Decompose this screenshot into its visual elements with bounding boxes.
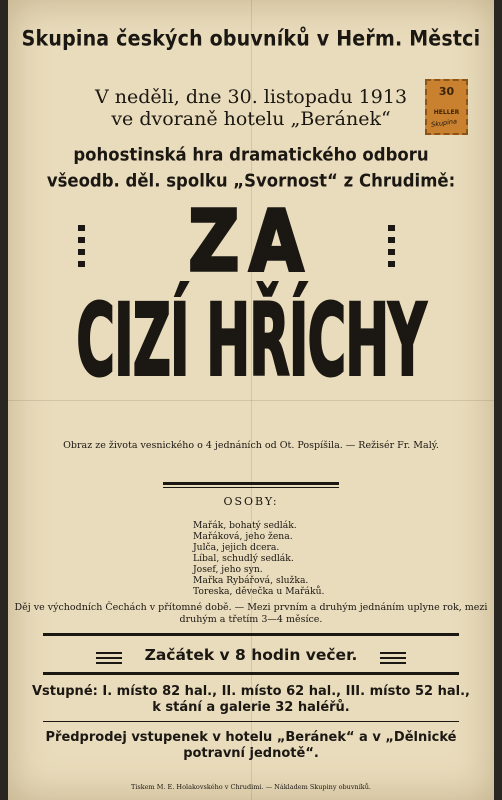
cast-item: Toreska, děvečka u Mařáků. <box>193 586 325 597</box>
start-ornament-right <box>380 652 406 667</box>
stamp-overprint: Skupina <box>430 117 458 129</box>
divider-rule <box>163 482 339 485</box>
poster-header: Skupina českých obuvníků v Heřm. Městci <box>21 26 481 52</box>
venue-line: ve dvoraně hotelu „Beránek“ <box>111 108 391 130</box>
cast-item: Mařka Rybářová, služka. <box>193 575 309 586</box>
setting-line2: druhým a třetím 3—4 měsíce. <box>179 614 323 625</box>
poster-sheet <box>8 0 494 800</box>
cast-list <box>193 520 324 597</box>
play-title-line1: ZA <box>188 191 314 291</box>
presale-line1: Předprodej vstupenek v hotelu „Beránek“ a v „Dělnické <box>45 730 457 745</box>
printer-imprint: Tiskem M. E. Holakovského v Chrudimi. — Nákladem Skupiny obuvníků. <box>131 783 371 791</box>
play-title-line2: CIZÍ HŘÍCHY <box>76 284 426 400</box>
start-time: Začátek v 8 hodin večer. <box>144 646 358 664</box>
divider-rule <box>43 633 459 636</box>
divider-rule-thin <box>163 487 339 488</box>
fold-line-horizontal <box>8 400 494 401</box>
society-line: všeodb. děl. spolku „Svornost“ z Chrudimě: <box>46 170 456 191</box>
divider-rule <box>43 672 459 675</box>
admission-standing: k stání a galerie 32 haléřů. <box>152 700 350 715</box>
stamp-value: 30 <box>438 85 455 98</box>
divider-rule-thin <box>43 721 459 722</box>
play-subtitle: Obraz ze života vesnického o 4 jednáních od Ot. Pospíšila. — Režisér Fr. Malý. <box>63 440 439 451</box>
date-line: V neděli, dne 30. listopadu 1913 <box>94 86 408 108</box>
cast-item: Líbal, schudlý sedlák. <box>193 553 294 564</box>
presale-line2: potravní jednotě“. <box>183 746 319 761</box>
cast-heading: OSOBY: <box>223 495 279 508</box>
guest-performance-line: pohostinská hra dramatického odboru <box>73 144 429 165</box>
cast-item: Mařáková, jeho žena. <box>193 531 293 542</box>
admission-prices: Vstupné: I. místo 82 hal., II. místo 62 hal., III. místo 52 hal., <box>31 684 470 699</box>
cast-item: Julča, jejich dcera. <box>193 542 280 553</box>
stamp-unit: HELLER <box>433 109 460 116</box>
setting-line1: Děj ve východních Čechách v přítomné době. — Mezi prvním a druhým jednáním uplyne rok, mezi <box>14 602 488 613</box>
cast-item: Josef, jeho syn. <box>193 564 263 575</box>
cast-item: Mařák, bohatý sedlák. <box>193 520 297 531</box>
revenue-stamp <box>425 79 468 135</box>
